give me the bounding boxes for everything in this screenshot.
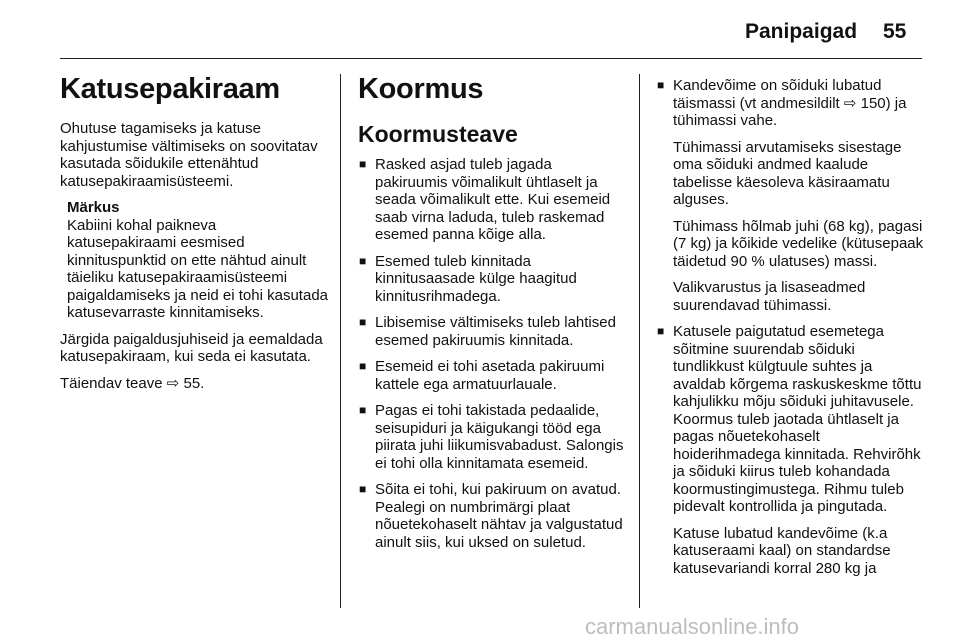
- note-text: Kabiini kohal paikneva katusepakiraami eesmised kinnituspunktid on ette nähtud ainult täieliku katusepakiraamisüsteemi paigaldamiseks ja neid ei tohi kasutada katusevarraste kinnitamiseks.: [67, 216, 328, 321]
- middle-column: [358, 72, 626, 560]
- left-column: [60, 72, 328, 401]
- subsection-heading: Koormusteave: [358, 121, 518, 147]
- list-item: ■ Pagas ei tohi takistada pedaalide, seisupiduri ja käigukangi tööd ega piirata juhi liikumisvabadust. Salongis ei tohi olla kinnitamata esemeid.: [358, 402, 626, 472]
- bullet-list: [656, 77, 924, 577]
- list-item: [656, 323, 924, 577]
- bullet-list: [358, 156, 626, 551]
- note-block: [67, 199, 328, 322]
- paragraph: Järgida paigaldusjuhiseid ja eemaldada katusepakiraam, kui seda ei kasutata.: [60, 330, 323, 365]
- watermark: carmanualsonline.info: [585, 614, 800, 639]
- list-item: ■ Esemed tuleb kinnitada kinnitusaasade külge haagitud kinnitusrihmadega.: [358, 253, 626, 306]
- list-item: ■ Esemeid ei tohi asetada pakiruumi kattele ega armatuurlauale.: [358, 358, 626, 393]
- list-item-text: Valikvarustus ja lisaseadmed suurendavad tühimassi.: [673, 279, 866, 314]
- page-number: 55: [883, 20, 907, 43]
- list-item-text: Katuse lubatud kandevõime (k.a katuseraami kaal) on standardse katusevariandi korral 280 kg ja: [673, 524, 891, 577]
- header-rule: [60, 58, 922, 59]
- note-title: Märkus: [67, 199, 120, 216]
- list-item-text: Tühimassi arvutamiseks sisestage oma sõiduki andmed kaalude tabelisse käesoleva käsiraamatu alguses.: [673, 138, 902, 208]
- cross-reference: Täiendav teave ⇨ 55.: [60, 374, 205, 392]
- section-heading: Katusepakiraam: [60, 73, 280, 105]
- list-item: [656, 77, 924, 314]
- list-item-text: ■ Katusele paigutatud esemetega sõitmine suurendab sõiduki tundlikkust külgtuule suhtes ja avaldab kõrgema raskuskeskme tõttu kahjulikku mõju sõiduki juhitavusele. Koormus tuleb jaotada ühtlaselt ja pagas nõuetekohaselt hoiderihmadega kinnitada. Rehvirõhk ja sõiduki kiirus tuleb kohandada koormustingimustega. Rihmu tuleb pidevalt kontrollida ja pingutada.: [673, 323, 922, 515]
- paragraph: Ohutuse tagamiseks ja katuse kahjustumise vältimiseks on soovitatav kasutada sõidukile ettenähtud katusepakiraamisüsteemi.: [60, 120, 318, 190]
- right-column: [656, 77, 924, 586]
- list-item: ■ Rasked asjad tuleb jagada pakiruumis võimalikult ühtlaselt ja seada võimalikult ette. Kui esemeid saab virna laduda, tuleb raskemad esemed panna kõige alla.: [358, 156, 626, 244]
- list-item-text: ■ Kandevõime on sõiduki lubatud täismassi (vt andmesildilt ⇨ 150) ja tühimassi vahe.: [673, 77, 907, 129]
- list-item-text: Tühimass hõlmab juhi (68 kg), pagasi (7 kg) ja kõikide vedelike (kütusepaak täidetud 90 % ulatuses) massi.: [673, 217, 924, 270]
- list-item: ■ Sõita ei tohi, kui pakiruum on avatud. Pealegi on numbrimärgi plaat nõuetekohaselt nähtav ja valgustatud ainult siis, kui uksed on suletud.: [358, 481, 626, 551]
- section-heading: Koormus: [358, 73, 484, 105]
- header-title: Panipaigad: [745, 20, 858, 43]
- list-item: ■ Libisemise vältimiseks tuleb lahtised esemed pakiruumis kinnitada.: [358, 314, 626, 349]
- column-divider-2: [639, 74, 640, 608]
- column-divider-1: [340, 74, 341, 608]
